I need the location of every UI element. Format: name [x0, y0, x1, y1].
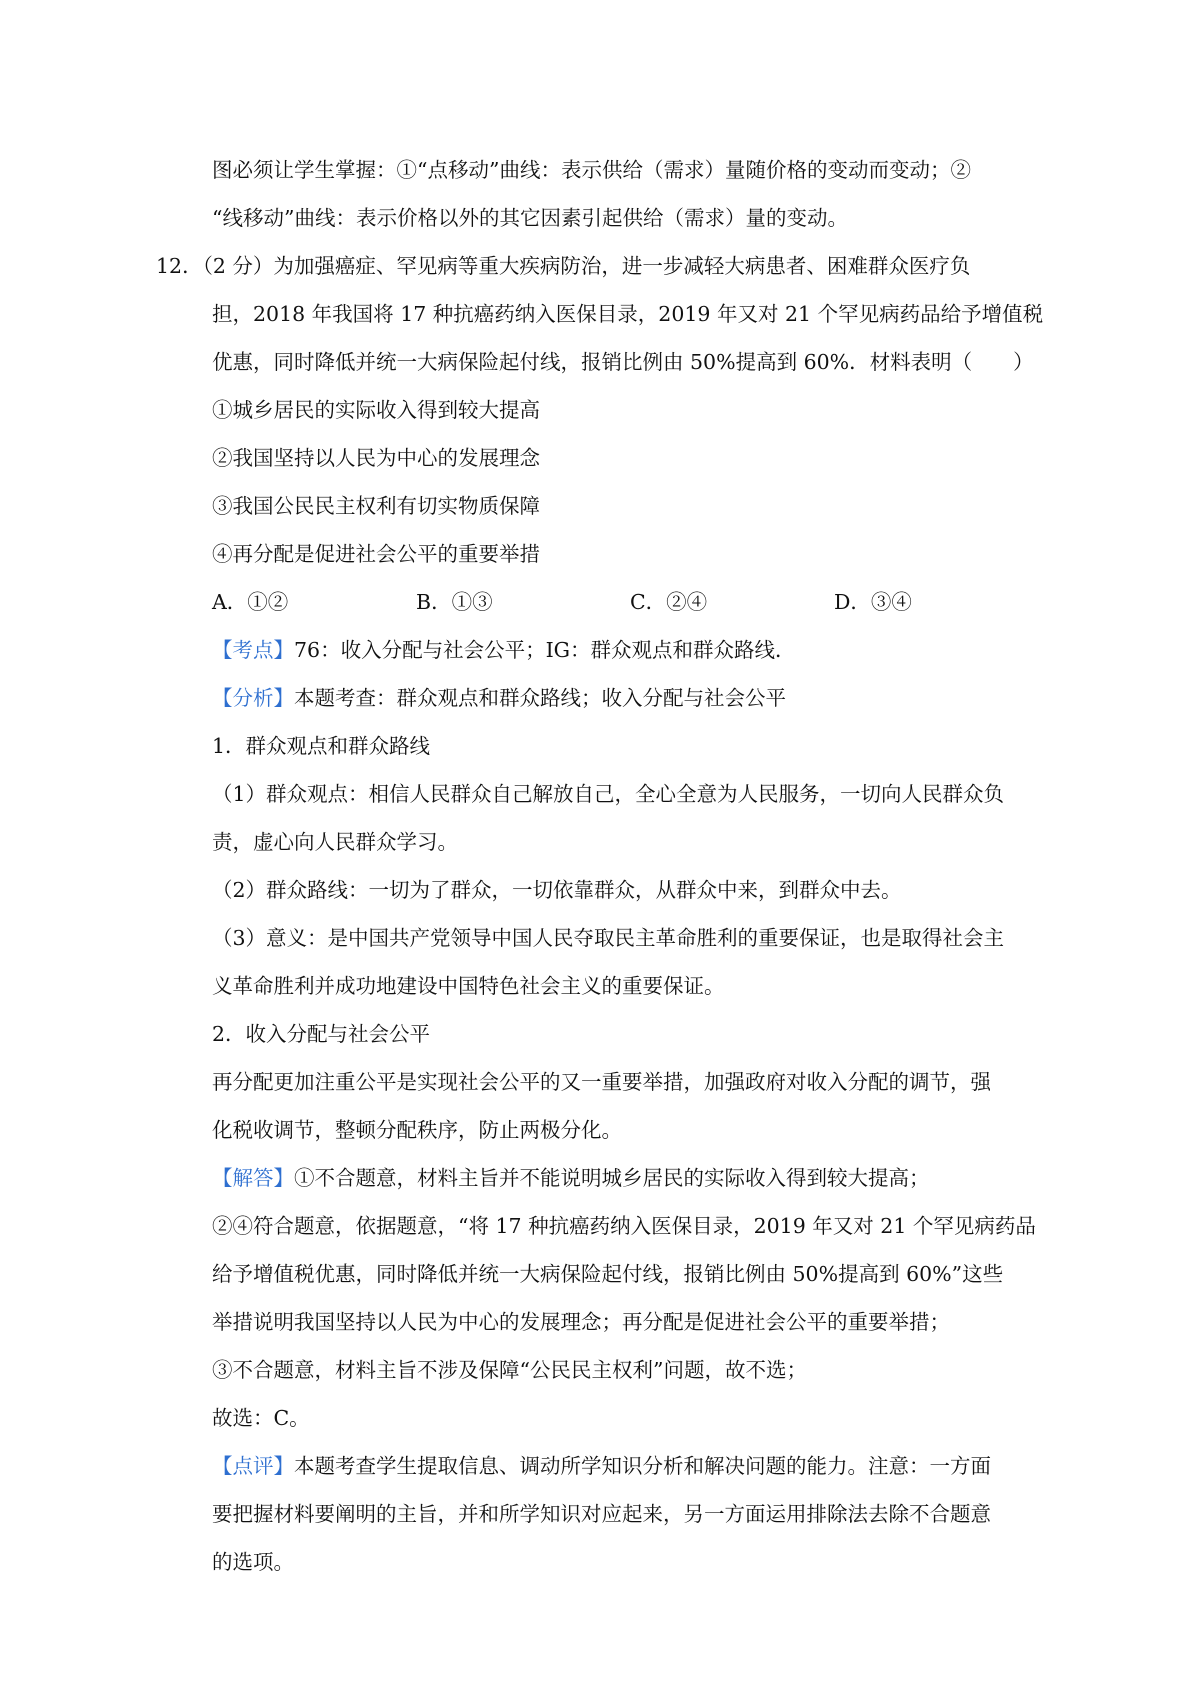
- question-score: （2 分）: [202, 254, 274, 278]
- jieda-line-6: 故选：C。: [212, 1406, 310, 1430]
- question-stem-line-2: 担，2018 年我国将 17 种抗癌药纳入医保目录，2019 年又对 21 个罕见病药品给予增值税: [212, 302, 1044, 326]
- continuation-line-2: “线移动”曲线：表示价格以外的其它因素引起供给（需求）量的变动。: [212, 206, 848, 230]
- dianping-text-1: 本题考查学生提取信息、调动所学知识分析和解决问题的能力。注意：一方面: [294, 1454, 991, 1478]
- fenxi-point-3a: （3）意义：是中国共产党领导中国人民夺取民主革命胜利的重要保证，也是取得社会主: [212, 926, 1005, 950]
- jieda-line-1: [212, 1154, 930, 1202]
- dianping-line-1: [212, 1442, 991, 1490]
- fenxi-point-1a: （1）群众观点：相信人民群众自己解放自己，全心全意为人民服务，一切向人民群众负: [212, 782, 1005, 806]
- question-stem-line-1: [156, 242, 970, 290]
- jieda-line-4: 举措说明我国坚持以人民为中心的发展理念；再分配是促进社会公平的重要举措；: [212, 1310, 950, 1334]
- statement-4: ④再分配是促进社会公平的重要举措: [212, 542, 540, 566]
- fenxi-point-1b: 责，虚心向人民群众学习。: [212, 830, 458, 854]
- fenxi-text: 本题考查：群众观点和群众路线；收入分配与社会公平: [294, 686, 786, 710]
- question-stem-line-3: 优惠，同时降低并统一大病保险起付线，报销比例由 50%提高到 60%．材料表明（ ）: [212, 350, 1034, 374]
- kaodian-line: [212, 626, 796, 674]
- statement-1: ①城乡居民的实际收入得到较大提高: [212, 398, 540, 422]
- kaodian-text: 76：收入分配与社会公平；IG：群众观点和群众路线．: [294, 638, 796, 662]
- fenxi-point-4a: 再分配更加注重公平是实现社会公平的又一重要举措，加强政府对收入分配的调节，强: [212, 1070, 991, 1094]
- fenxi-point-2: （2）群众路线：一切为了群众，一切依靠群众，从群众中来，到群众中去。: [212, 878, 902, 902]
- option-d: D．③④: [834, 590, 912, 614]
- fenxi-label: 【分析】: [212, 686, 294, 710]
- jieda-line-5: ③不合题意，材料主旨不涉及保障“公民民主权利”问题，故不选；: [212, 1358, 807, 1382]
- jieda-line-3: 给予增值税优惠，同时降低并统一大病保险起付线，报销比例由 50%提高到 60%”这些: [212, 1262, 1004, 1286]
- statement-3: ③我国公民民主权利有切实物质保障: [212, 494, 540, 518]
- option-c: C．②④: [630, 590, 708, 614]
- question-number: 12．: [156, 254, 203, 278]
- question-stem-text: 为加强癌症、罕见病等重大疾病防治，进一步减轻大病患者、困难群众医疗负: [273, 254, 971, 278]
- fenxi-heading-2: 2．收入分配与社会公平: [212, 1022, 431, 1046]
- jieda-line-2: ②④符合题意，依据题意，“将 17 种抗癌药纳入医保目录，2019 年又对 21 个罕见病药品: [212, 1214, 1036, 1238]
- dianping-line-2: 要把握材料要阐明的主旨，并和所学知识对应起来，另一方面运用排除法去除不合题意: [212, 1502, 991, 1526]
- dianping-label: 【点评】: [212, 1454, 294, 1478]
- option-a: A．①②: [212, 590, 289, 614]
- jieda-label: 【解答】: [212, 1166, 294, 1190]
- kaodian-label: 【考点】: [212, 638, 294, 662]
- jieda-text-1: ①不合题意，材料主旨并不能说明城乡居民的实际收入得到较大提高；: [294, 1166, 930, 1190]
- dianping-line-3: 的选项。: [212, 1550, 294, 1574]
- fenxi-point-4b: 化税收调节，整顿分配秩序，防止两极分化。: [212, 1118, 622, 1142]
- answer-options: [212, 578, 992, 626]
- continuation-line-1: 图必须让学生掌握：①“点移动”曲线：表示供给（需求）量随价格的变动而变动；②: [212, 158, 971, 182]
- option-b: B．①③: [416, 590, 493, 614]
- fenxi-line: [212, 674, 786, 722]
- fenxi-heading-1: 1．群众观点和群众路线: [212, 734, 431, 758]
- fenxi-point-3b: 义革命胜利并成功地建设中国特色社会主义的重要保证。: [212, 974, 725, 998]
- statement-2: ②我国坚持以人民为中心的发展理念: [212, 446, 540, 470]
